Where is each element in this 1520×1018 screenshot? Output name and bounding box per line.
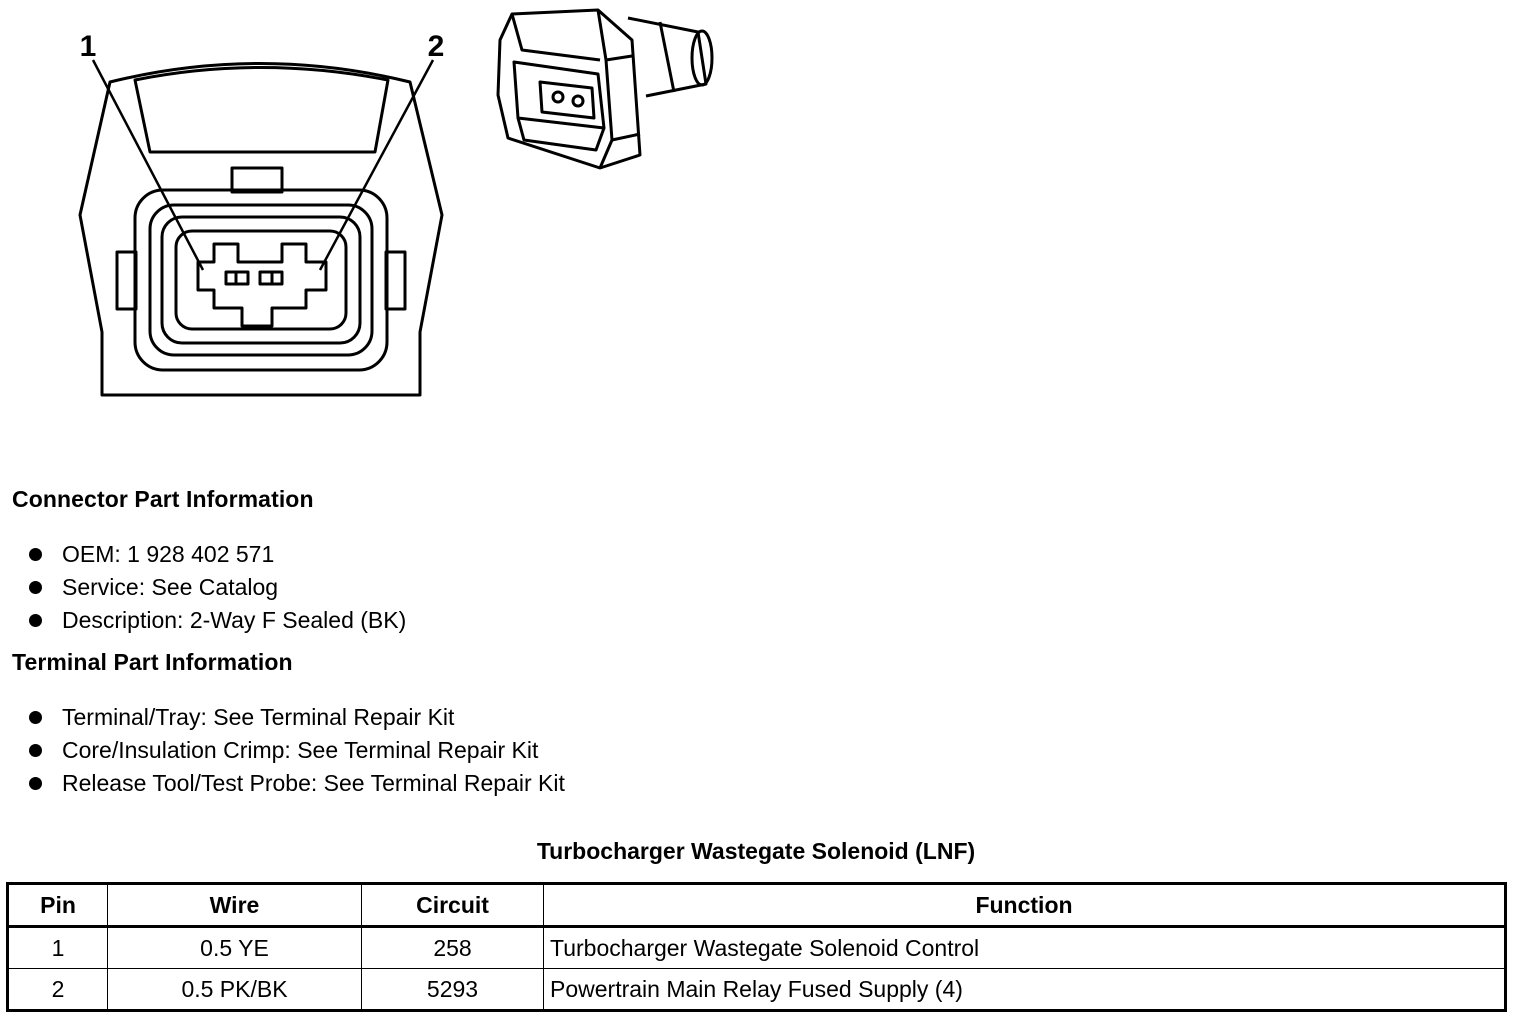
terminal-part-info-heading: Terminal Part Information	[12, 649, 293, 675]
pin-2-leader-line	[320, 60, 433, 270]
connector-side-tab-left	[117, 252, 136, 309]
pin-1-leader-line	[93, 60, 203, 270]
bullet-icon	[29, 548, 42, 561]
bullet-icon	[29, 614, 42, 627]
bullet-icon	[29, 777, 42, 790]
list-item	[28, 767, 565, 800]
list-item	[28, 701, 565, 734]
connector-side-tab-right	[386, 252, 405, 309]
column-header-wire: Wire	[108, 884, 362, 927]
connector-face-view	[80, 60, 442, 395]
column-header-function: Function	[544, 884, 1506, 927]
list-item	[28, 734, 565, 767]
connector-part-info-heading: Connector Part Information	[12, 486, 314, 512]
list-item-text: Description: 2-Way F Sealed (BK)	[62, 607, 407, 633]
pinout-table-title: Turbocharger Wastegate Solenoid (LNF)	[536, 838, 976, 864]
wire-cell: 0.5 YE	[108, 927, 362, 969]
connector-diagram	[0, 0, 760, 420]
list-item-text: Core/Insulation Crimp: See Terminal Repair Kit	[62, 737, 539, 763]
pin-2-label: 2	[427, 30, 445, 63]
list-item	[28, 538, 406, 571]
circuit-cell: 5293	[362, 969, 544, 1011]
function-cell: Turbocharger Wastegate Solenoid Control	[544, 927, 1506, 969]
list-item-text: OEM: 1 928 402 571	[62, 541, 275, 567]
list-item	[28, 604, 406, 637]
connector-latch	[232, 168, 282, 192]
connector-window	[135, 68, 388, 153]
wire-cell: 0.5 PK/BK	[108, 969, 362, 1011]
list-item	[28, 571, 406, 604]
list-item-text: Terminal/Tray: See Terminal Repair Kit	[62, 704, 455, 730]
bullet-icon	[29, 711, 42, 724]
pin-cell: 1	[8, 927, 108, 969]
list-item-text: Service: See Catalog	[62, 574, 279, 600]
bullet-icon	[29, 581, 42, 594]
table-row	[8, 927, 1506, 969]
function-cell: Powertrain Main Relay Fused Supply (4)	[544, 969, 1506, 1011]
column-header-circuit: Circuit	[362, 884, 544, 927]
table-row	[8, 969, 1506, 1011]
terminal-part-info-list	[28, 701, 565, 800]
connector-3d-view	[498, 10, 712, 168]
pin-cell: 2	[8, 969, 108, 1011]
column-header-pin: Pin	[8, 884, 108, 927]
list-item-text: Release Tool/Test Probe: See Terminal Repair Kit	[62, 770, 565, 796]
bullet-icon	[29, 744, 42, 757]
pinout-table	[6, 882, 1507, 1012]
pin-1-label: 1	[79, 30, 97, 63]
table-header-row	[8, 884, 1506, 927]
circuit-cell: 258	[362, 927, 544, 969]
connector-part-info-list	[28, 538, 406, 637]
